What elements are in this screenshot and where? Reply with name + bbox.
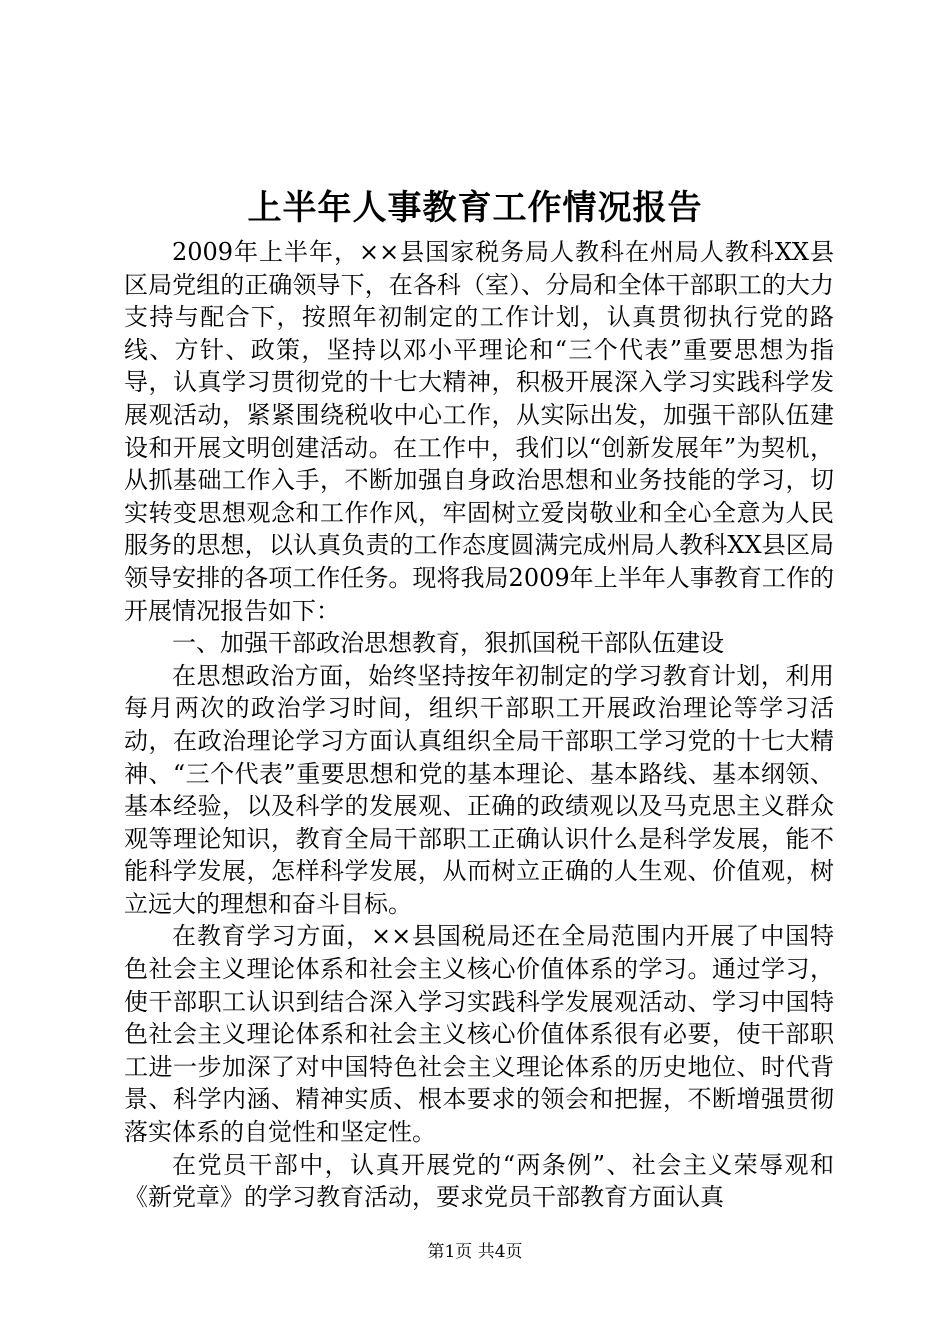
section-heading-1: 一、加强干部政治思想教育，狠抓国税干部队伍建设 [172, 629, 724, 658]
paragraph-intro: 2009年上半年，××县国家税务局人教科在州局人教科XX县区局党组的正确领导下，在各科（室）、分局和全体干部职工的大力支持与配合下，按照年初制定的工作计划，认真贯彻执行党的路线、方针、政策，坚持以邓小平理论和“三个代表”重要思想为指导，认真学习贯彻党的十七大精神，积极开展深入学习实践科学发展观活动，紧紧围绕税收中心工作，从实际出发，加强干部队伍建设和开展文明创建活动。在工作中，我们以“创新发展年”为契机，从抓基础工作入手，不断加强自身政治思想和业务技能的学习，切实转变思想观念和工作作风，牢固树立爱岗敬业和全心全意为人民服务的思想，以认真负责的工作态度圆满完成州局人教科XX县区局领导安排的各项工作任务。现将我局2009年上半年人事教育工作的开展情况报告如下： [124, 238, 834, 625]
paragraph-party-members: 在党员干部中，认真开展党的“两条例”、社会主义荣辱观和《新党章》的学习教育活动，要求党员干部教育方面认真 [124, 1150, 834, 1212]
paragraph-study-education: 在教育学习方面，××县国税局还在全局范围内开展了中国特色社会主义理论体系和社会主义核心价值体系的学习。通过学习，使干部职工认识到结合深入学习实践科学发展观活动、学习中国特色社会主义理论体系和社会主义核心价值体系很有必要，使干部职工进一步加深了对中国特色社会主义理论体系的历史地位、时代背景、科学内涵、精神实质、根本要求的领会和把握，不断增强贯彻落实体系的自觉性和坚定性。 [124, 922, 834, 1147]
document-title: 上半年人事教育工作情况报告 [247, 188, 703, 228]
document-body [124, 236, 834, 1214]
page-footer: 第1页 共4页 [427, 1242, 523, 1262]
paragraph-political-education: 在思想政治方面，始终坚持按年初制定的学习教育计划，利用每月两次的政治学习时间，组织干部职工开展政治理论等学习活动，在政治理论学习方面认真组织全局干部职工学习党的十七大精神、“三个代表”重要思想和党的基本理论、基本路线、基本纲领、基本经验，以及科学的发展观、正确的政绩观以及马克思主义群众观等理论知识，教育全局干部职工正确认识什么是科学发展，能不能科学发展，怎样科学发展，从而树立正确的人生观、价值观，树立远大的理想和奋斗目标。 [124, 661, 834, 918]
